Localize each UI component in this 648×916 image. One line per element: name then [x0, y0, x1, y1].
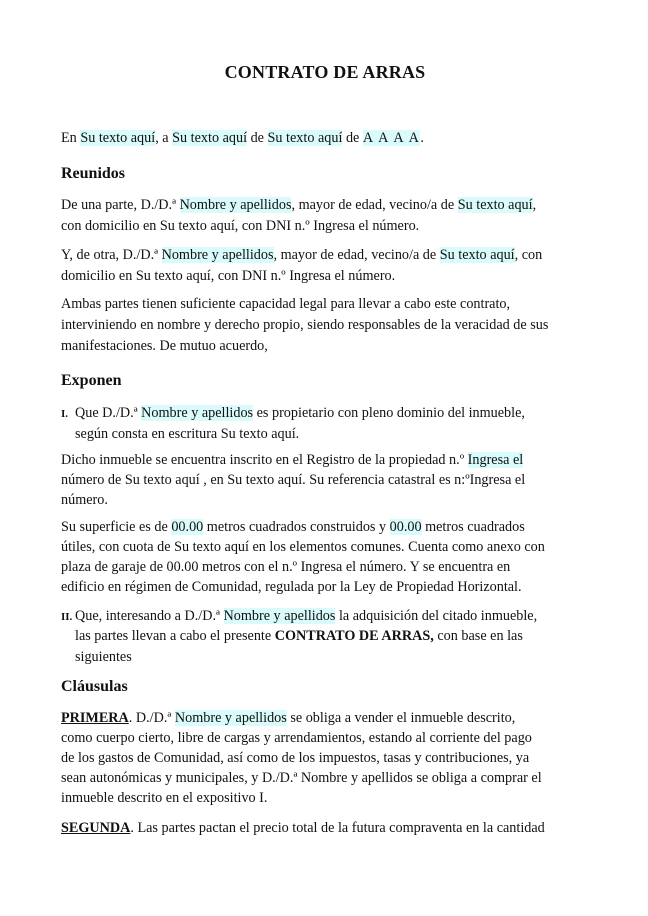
party-text: ,: [532, 197, 537, 213]
surface-line-3: plaza de garaje de 00.00 metros con el n.º Ingresa el número. Y se encuentra en: [61, 559, 511, 575]
list-number: I.: [61, 408, 69, 420]
party-two-city-field[interactable]: Su texto aquí: [439, 247, 515, 263]
party-two-name-field[interactable]: Nombre y apellidos: [161, 247, 274, 263]
exponen-item-1: [61, 403, 525, 425]
party-text: , con: [514, 247, 543, 263]
buyer-name-field[interactable]: Nombre y apellidos: [223, 608, 336, 624]
capacity-paragraph-line-2: interviniendo en nombre y derecho propio, siendo responsables de la veracidad de sus: [61, 317, 549, 333]
place-field[interactable]: Su texto aquí: [80, 130, 156, 146]
clause-primera-line-3: de los gastos de Comunidad, así como de los impuestos, tasas y contribuciones, ya: [61, 750, 530, 766]
item-text: Que, interesando a D./D.ª: [75, 608, 224, 624]
surface-text: metros cuadrados construidos y: [203, 519, 390, 535]
surface-text: Su superficie es de: [61, 519, 172, 535]
year-field[interactable]: A A A A: [362, 130, 421, 146]
intro-text: En: [61, 130, 81, 146]
party-one-city-field[interactable]: Su texto aquí: [457, 197, 533, 213]
contract-name: CONTRATO DE ARRAS,: [274, 628, 434, 644]
capacity-paragraph-line-1: Ambas partes tienen suficiente capacidad legal para llevar a cabo este contrato,: [61, 296, 511, 312]
intro-line: [61, 128, 424, 149]
capacity-paragraph-line-3: manifestaciones. De mutuo acuerdo,: [61, 338, 268, 354]
clause-primera-line-2: como cuerpo cierto, libre de cargas y arrendamientos, estando al corriente del pago: [61, 730, 532, 746]
month-field[interactable]: Su texto aquí: [267, 130, 343, 146]
built-surface-field[interactable]: 00.00: [171, 519, 204, 535]
section-heading-reunidos: Reunidos: [61, 165, 126, 182]
useful-surface-field[interactable]: 00.00: [389, 519, 422, 535]
clause-text: . Las partes pactan el precio total de la futura compraventa en la cantidad: [130, 820, 545, 836]
clause-label-primera: PRIMERA: [61, 710, 129, 726]
clause-primera-line-1: [61, 708, 515, 729]
party-one-line: [61, 195, 536, 216]
intro-text: de: [342, 130, 363, 146]
document-title: CONTRATO DE ARRAS: [224, 62, 426, 82]
registry-text: Dicho inmueble se encuentra inscrito en el Registro de la propiedad n.º: [61, 452, 468, 468]
clause-primera-line-5: inmueble descrito en el expositivo I.: [61, 790, 268, 806]
clause-text: . D./D.ª: [128, 710, 175, 726]
day-field[interactable]: Su texto aquí: [172, 130, 248, 146]
exponen-item-2-line-3: siguientes: [75, 649, 132, 665]
party-one-line-2: con domicilio en Su texto aquí, con DNI n.º Ingresa el número.: [61, 218, 420, 234]
seller-name-field[interactable]: Nombre y apellidos: [174, 710, 287, 726]
party-text: De una parte, D./D.ª: [61, 197, 180, 213]
exponen-item-2: [61, 606, 537, 628]
intro-text: , a: [155, 130, 173, 146]
intro-text: de: [247, 130, 268, 146]
exponen-item-2-line-2: [75, 626, 523, 647]
item-text: las partes llevan a cabo el presente: [75, 628, 275, 644]
clause-text: se obliga a vender el inmueble descrito,: [286, 710, 516, 726]
owner-name-field[interactable]: Nombre y apellidos: [141, 405, 254, 421]
party-one-name-field[interactable]: Nombre y apellidos: [179, 197, 292, 213]
clause-primera-line-4: sean autonómicas y municipales, y D./D.ª Nombre y apellidos se obliga a comprar el: [61, 770, 542, 786]
intro-text: .: [420, 130, 424, 146]
item-text: la adquisición del citado inmueble,: [335, 608, 538, 624]
section-heading-exponen: Exponen: [61, 372, 122, 389]
registry-line-2: número de Su texto aquí , en Su texto aquí. Su referencia catastral es n:ºIngresa el: [61, 472, 526, 488]
surface-line-1: [61, 517, 525, 538]
registry-number-field[interactable]: Ingresa el: [467, 452, 524, 468]
section-heading-clausulas: Cláusulas: [61, 678, 128, 695]
registry-line-1: [61, 450, 523, 471]
exponen-item-1-line-2: según consta en escritura Su texto aquí.: [75, 426, 300, 442]
party-two-line: [61, 245, 542, 266]
item-text: es propietario con pleno dominio del inmueble,: [253, 405, 525, 421]
list-number: II.: [61, 611, 73, 623]
item-text: Que D./D.ª: [75, 405, 142, 421]
clause-label-segunda: SEGUNDA: [61, 820, 131, 836]
item-text: con base en las: [433, 628, 523, 644]
party-text: , mayor de edad, vecino/a de: [273, 247, 440, 263]
surface-text: metros cuadrados: [421, 519, 525, 535]
party-text: , mayor de edad, vecino/a de: [291, 197, 458, 213]
surface-line-4: edificio en régimen de Comunidad, regulada por la Ley de Propiedad Horizontal.: [61, 579, 522, 595]
party-text: Y, de otra, D./D.ª: [61, 247, 162, 263]
registry-line-3: número.: [61, 492, 108, 508]
surface-line-2: útiles, con cuota de Su texto aquí en los elementos comunes. Cuenta como anexo con: [61, 539, 545, 555]
party-two-line-2: domicilio en Su texto aquí, con DNI n.º Ingresa el número.: [61, 268, 396, 284]
clause-segunda-line-1: [61, 818, 545, 839]
